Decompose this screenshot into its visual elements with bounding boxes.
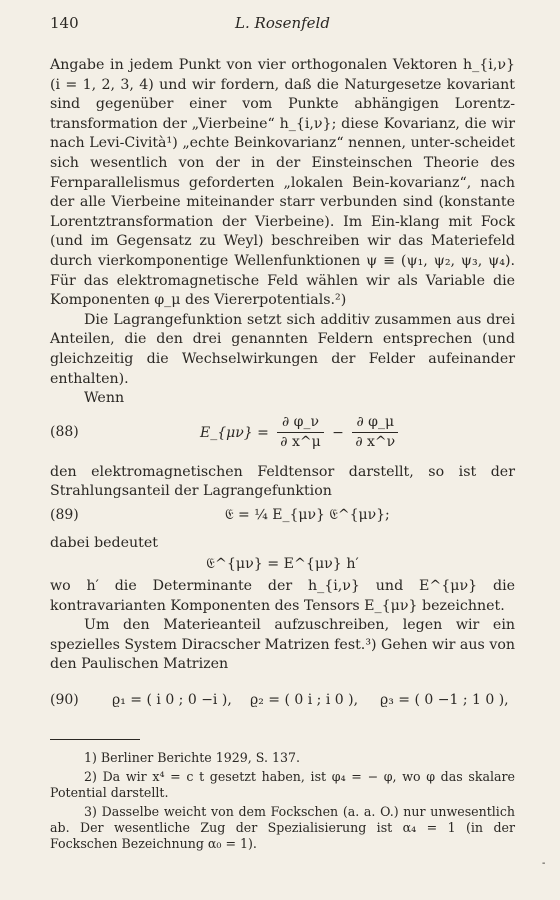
paragraph-1: Angabe in jedem Punkt von vier orthogonalen Vektoren h_{i,ν} (i = 1, 2, 3, 4) und wir fordern, daß die Naturgesetze kovariant sind gegenüber einer vom Punkte abhängigen Lorentz-transformation der „Vierbeine“ h_{i,ν}; diese Kovarianz, die wir nach Levi-Cività¹) „echte Beinkovarianz“ nennen, unter-scheidet sich wesentlich von der in der Einsteinschen Theorie des Fernparallelismus geforderten „lokalen Bein-kovarianz“, nach der alle Vierbeine miteinander starr verbunden sind (konstante Lorentztransformation der Vierbeine). Im Ein-klang mit Fock (und im Gegensatz zu Weyl) beschreiben wir das Materiefeld durch vierkomponentige Wellenfunktionen ψ ≡ (ψ₁, ψ₂, ψ₃, ψ₄). Für das elektromagnetische Feld wählen wir als Variable die Komponenten φ_μ des Viererpotentials.²) [50,57,515,309]
equation-definition: 𝔈^{μν} = E^{μν} h′ [206,556,359,573]
equation-89 [50,506,515,530]
equation-89-body: 𝔈 = ¼ E_{μν} 𝔈^{μν}; [225,506,390,523]
page [50,14,515,855]
paragraph-2: Die Lagrangefunktion setzt sich additiv zusammen aus drei Anteilen, die den drei genannten Feldern entsprechen (und gleichzeitig die Wechselwirkungen der Felder aufeinander enthalten). [50,311,515,387]
paragraph-dabei: dabei bedeutet [50,534,158,551]
equation-88-term1-num: ∂ φ_ν [277,413,323,434]
equation-90-label: (90) [50,692,79,709]
paragraph-feldtensor: den elektromagnetischen Feldtensor darstellt, so ist der Strahlungsanteil der Lagrangefunktion [50,463,515,500]
equation-88 [50,413,515,459]
equation-88-term1-den: ∂ x^μ [280,434,321,451]
page-header [50,14,515,40]
equation-90 [50,683,515,733]
equation-88-minus: − [332,424,344,441]
running-head: L. Rosenfeld [235,14,330,32]
equation-88-term1 [277,413,323,453]
margin-mark: - [542,858,546,869]
equation-88-body [200,413,402,453]
page-number: 140 [50,14,79,32]
paragraph-wenn: Wenn [84,390,125,407]
paragraph-materieanteil: Um den Materieanteil aufzuschreiben, legen wir ein spezielles System Diracscher Matrizen fest.³) Gehen wir aus von den Paulischen Matrizen [50,617,516,673]
equation-88-label: (88) [50,423,79,440]
pauli-matrix-rho3: ϱ₃ = ( 0 −1 ; 1 0 ), [380,692,509,709]
equation-88-term2-num: ∂ φ_μ [352,413,398,434]
main-text [50,56,515,852]
footnote-1: 1) Berliner Berichte 1929, S. 137. [84,750,301,766]
pauli-matrix-rho2: ϱ₂ = ( 0 i ; i 0 ), [250,692,359,709]
footnote-2: 2) Da wir x⁴ = c t gesetzt haben, ist φ₄ = − φ, wo φ das skalare Potential darstellt. [50,769,515,801]
equation-88-lhs: E_{μν} = [200,424,269,441]
equation-88-term2-den: ∂ x^ν [355,434,396,451]
footnote-rule [50,739,140,740]
equation-89-label: (89) [50,506,79,523]
pauli-matrix-rho1: ϱ₁ = ( i 0 ; 0 −i ), [112,692,232,709]
footnotes [50,750,515,852]
paragraph-determinante: wo h′ die Determinante der h_{i,ν} und E^{μν} die kontravarianten Komponenten des Tensors E_{μν} bezeichnet. [50,578,515,614]
footnote-3: 3) Dasselbe weicht von dem Fockschen (a. a. O.) nur unwesentlich ab. Der wesentliche Zug der Spezialisierung ist α₄ = 1 (in der Fockschen Bezeichnung α₀ = 1). [50,804,515,852]
equation-88-term2 [352,413,398,453]
